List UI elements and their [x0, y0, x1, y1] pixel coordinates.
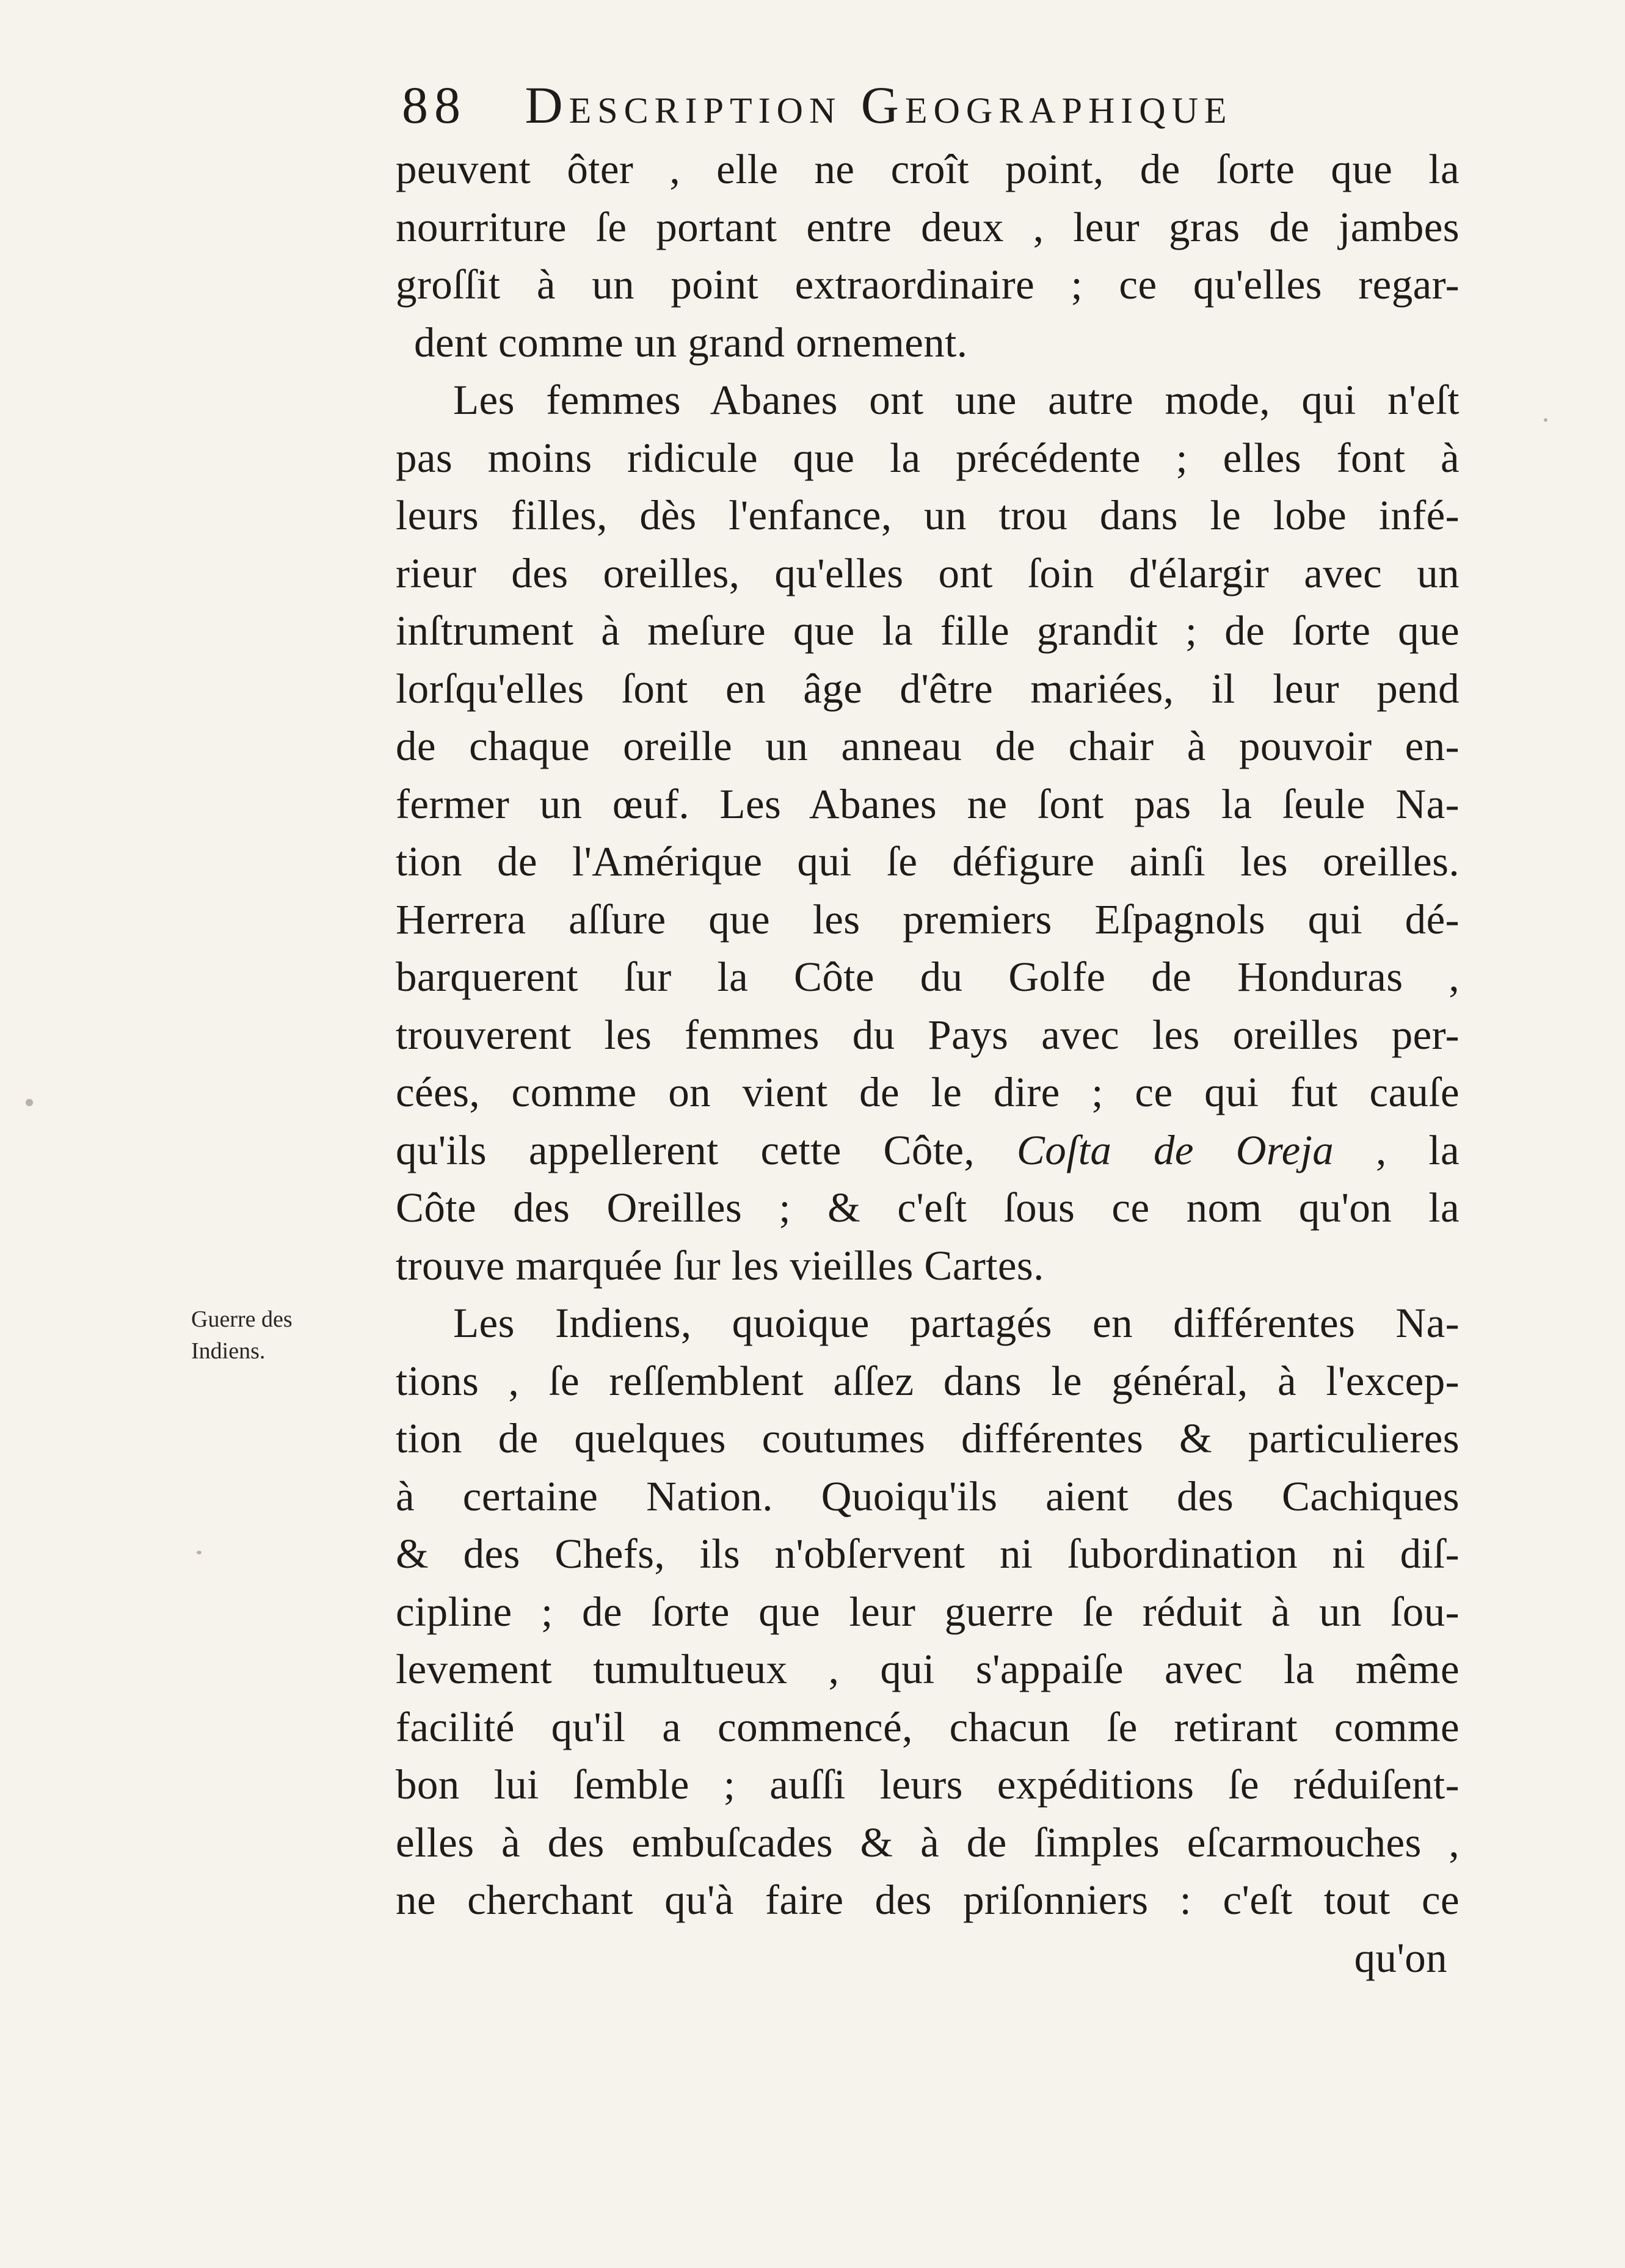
text-line: cées, comme on vient de le dire ; ce qui fut cauſe [396, 1069, 1460, 1115]
text-line: rieur des oreilles, qu'elles ont ſoin d'élargir avec un [396, 549, 1460, 596]
text-line: nourriture ſe portant entre deux , leur gras de jambes [396, 203, 1460, 250]
text-line: à certaine Nation. Quoiqu'ils aient des Cachiques [396, 1473, 1460, 1520]
text-line: elles à des embuſcades & à de ſimples eſcarmouches , [396, 1819, 1460, 1866]
running-header [402, 68, 1452, 142]
margin-note-line: Indiens. [191, 1338, 266, 1364]
text-line: Les femmes Abanes ont une autre mode, qui n'eſt [453, 377, 1460, 423]
margin-note [191, 1303, 387, 1367]
text-line: ne cherchant qu'à faire des priſonniers : c'eſt tout ce [396, 1877, 1460, 1923]
paper-speck [1544, 418, 1547, 422]
italic-place-name: Coſta de Oreja [1016, 1126, 1334, 1173]
text-segment: , la [1334, 1126, 1460, 1173]
text-line: peuvent ôter , elle ne croît point, de ſorte que la [396, 146, 1460, 192]
text-line: fermer un œuf. Les Abanes ne ſont pas la ſeule Na- [396, 780, 1460, 827]
body-text [396, 140, 1460, 1987]
page-number: 88 [402, 76, 467, 134]
text-line: levement tumultueux , qui s'appaiſe avec la même [396, 1646, 1460, 1692]
text-line: tions , ſe reſſemblent aſſez dans le général, à l'excep- [396, 1357, 1460, 1404]
text-line: inſtrument à meſure que la fille grandit ; de ſorte que [396, 607, 1460, 654]
text-line: & des Chefs, ils n'obſervent ni ſubordination ni diſ- [396, 1531, 1460, 1577]
text-line: barquerent ſur la Côte du Golfe de Honduras , [396, 954, 1460, 1000]
paper-speck [26, 1099, 33, 1106]
running-title: Description Geographique [525, 76, 1233, 134]
text-line: trouve marquée ſur les vieilles Cartes. [396, 1242, 1044, 1289]
text-line: de chaque oreille un anneau de chair à pouvoir en- [396, 723, 1460, 769]
text-line: trouverent les femmes du Pays avec les oreilles per- [396, 1011, 1460, 1058]
text-line: cipline ; de ſorte que leur guerre ſe réduit à un ſou- [396, 1588, 1460, 1635]
paper-speck [197, 1551, 202, 1554]
text-line: facilité qu'il a commencé, chacun ſe retirant comme [396, 1703, 1460, 1750]
text-line: tion de quelques coutumes différentes & particulieres [396, 1415, 1460, 1462]
text-line: Les Indiens, quoique partagés en différentes Na- [453, 1300, 1460, 1346]
text-line: Herrera aſſure que les premiers Eſpagnols qui dé- [396, 896, 1460, 943]
margin-note-line: Guerre des [191, 1306, 293, 1332]
text-segment: qu'ils appellerent cette Côte, [396, 1126, 1017, 1173]
text-line: leurs filles, dès l'enfance, un trou dans le lobe infé- [396, 492, 1460, 538]
text-line: Côte des Oreilles ; & c'eſt ſous ce nom qu'on la [396, 1184, 1460, 1231]
text-line: dent comme un grand ornement. [414, 319, 968, 366]
text-line: tion de l'Amérique qui ſe défigure ainſi les oreilles. [396, 838, 1460, 885]
text-line: bon lui ſemble ; auſſi leurs expéditions ſe réduiſent- [396, 1761, 1460, 1808]
catchword: qu'on [1354, 1934, 1447, 1981]
text-line: pas moins ridicule que la précédente ; elles font à [396, 434, 1460, 481]
text-line: groſſit à un point extraordinaire ; ce qu'elles regar- [396, 261, 1460, 308]
text-line: lorſqu'elles ſont en âge d'être mariées, il leur pend [396, 665, 1460, 712]
text-line [396, 1121, 1460, 1179]
